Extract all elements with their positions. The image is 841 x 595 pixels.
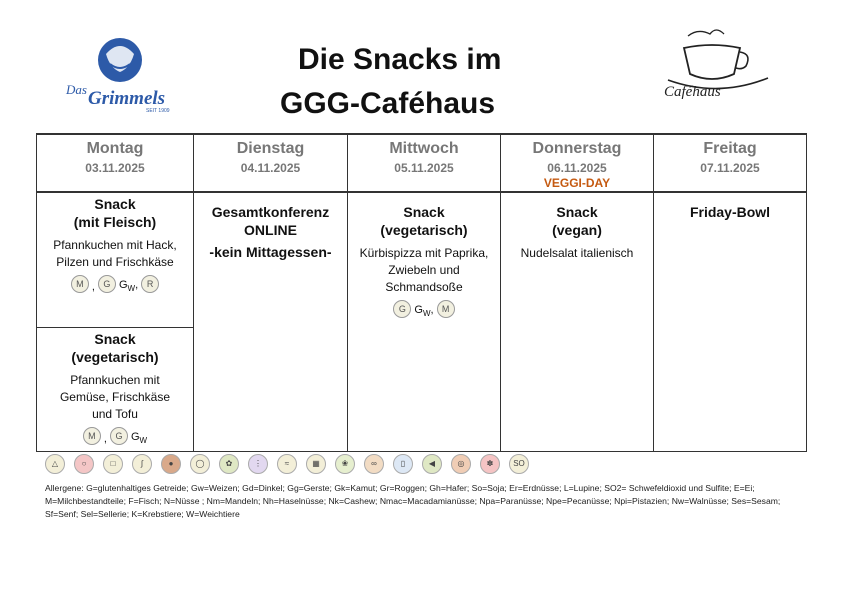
header-wednesday (348, 134, 501, 192)
day-name: Donnerstag (532, 140, 622, 157)
header-thursday (501, 134, 654, 192)
peanut-icon: ∞ (364, 454, 384, 474)
allergen-list (348, 300, 500, 318)
cafehaus-logo (658, 26, 770, 104)
snack-title: Friday-Bowl (689, 204, 771, 220)
snack-description: Nudelsalat italienisch (520, 246, 634, 260)
monday-snack-meat (37, 195, 193, 328)
tuesday-cell (194, 192, 348, 452)
day-name: Montag (86, 140, 144, 157)
allergen-subscript: W (422, 309, 431, 318)
wheat-icon: ∫ (132, 454, 152, 474)
day-date: 05.11.2025 (394, 161, 454, 175)
allergen-subscript: W (127, 284, 136, 293)
separator: , (430, 303, 434, 316)
header-monday (37, 134, 194, 192)
allergen-list (37, 275, 193, 293)
snack-description: Pfannkuchen mit Gemüse, Frischkäse und Tofu (59, 373, 171, 421)
monday-cell (37, 192, 194, 452)
nut-icon: ● (161, 454, 181, 474)
cow-icon: □ (103, 454, 123, 474)
snack-description: Pfannkuchen mit Hack, Pilzen und Frischkäse (53, 238, 177, 269)
milk-icon: M (71, 275, 89, 293)
snack-description: Kürbispizza mit Paprika, Zwiebeln und Schmandsoße (359, 246, 489, 294)
crab-icon: ✽ (480, 454, 500, 474)
milk-icon: ▯ (393, 454, 413, 474)
milk-icon: M (437, 300, 455, 318)
no-lunch-note: -kein Mittagessen- (209, 244, 332, 260)
header-friday (654, 134, 807, 192)
allergen-letter: G (118, 278, 128, 291)
cow-icon: R (141, 275, 159, 293)
allergen-list (37, 427, 193, 445)
wheat-icon: G (98, 275, 116, 293)
wednesday-cell (348, 192, 501, 452)
allergen-code (131, 431, 147, 445)
snack-title: Snack (556, 204, 598, 220)
veggi-day-badge: VEGGI-DAY (543, 176, 611, 190)
event-subtitle: ONLINE (244, 222, 297, 238)
allergen-legend: Allergene: G=glutenhaltiges Getreide; Gw=Weizen; Gd=Dinkel; Gg=Gerste; Gk=Kamut; Gr=Roggen; Gh=Hafer; So=Soja; Er=Erdnüsse; L=Lupine; SO2= Schwefeldioxid und Sulfite; E=Ei; M=Milchbestandteile; F=Fisch; N=Nüsse ; Nm=Mandeln; Nh=Haselnüsse; Nk=Cashew; Nmac=Macadamianüsse; Npa=Paranüsse; Npe=Pecanüsse; Npi=Pistazien; Nw=Walnüsse; Ses=Sesam; Sf=Senf; Sel=Sellerie; K=Krebstiere; W=Weichtiere (45, 483, 781, 519)
friday-cell (654, 192, 807, 452)
day-name: Freitag (703, 140, 757, 157)
svg-text:Das: Das (66, 82, 87, 97)
menu-table (36, 133, 807, 452)
soy-icon: SO (509, 454, 529, 474)
separator: , (91, 281, 95, 293)
day-name: Dienstag (236, 140, 305, 157)
grimmels-logo (62, 34, 174, 114)
allergen-icon-row (45, 454, 529, 474)
snack-subtitle: (vegan) (552, 222, 602, 238)
logo-left-text: Grimmels (88, 88, 166, 109)
snack-title: Snack (94, 331, 136, 347)
allergen-code (414, 304, 433, 318)
lupin-icon: ❀ (335, 454, 355, 474)
allergen-subscript: W (139, 436, 148, 445)
snack-subtitle: (vegetarisch) (71, 349, 159, 365)
day-date: 06.11.2025 (547, 161, 607, 175)
wheat-icon: G (393, 300, 411, 318)
snack-title: Snack (94, 196, 136, 212)
sesame-icon: ⋮ (248, 454, 268, 474)
leaf-icon: ✿ (219, 454, 239, 474)
celery-icon: ▦ (306, 454, 326, 474)
snack-title: Snack (403, 204, 445, 220)
snack-subtitle: (vegetarisch) (380, 222, 468, 238)
separator: , (103, 433, 107, 445)
fish-icon: ◀ (422, 454, 442, 474)
milk-icon: M (83, 427, 101, 445)
title-line-2: GGG-Caféhaus (280, 87, 496, 120)
chicken-icon: △ (45, 454, 65, 474)
monday-snack-veg (37, 330, 193, 445)
svg-text:SEIT 1909: SEIT 1909 (146, 108, 170, 114)
title-line-1: Die Snacks im (298, 43, 502, 76)
snack-subtitle: (mit Fleisch) (73, 214, 157, 230)
header-tuesday (194, 134, 348, 192)
mustard-icon: ≈ (277, 454, 297, 474)
pig-icon: ○ (74, 454, 94, 474)
svg-text:Caféhaus: Caféhaus (664, 84, 721, 100)
allergen-letter: G (130, 430, 140, 443)
egg-icon: ◯ (190, 454, 210, 474)
mollusc-icon: ◎ (451, 454, 471, 474)
day-date: 07.11.2025 (700, 161, 760, 175)
day-name: Mittwoch (389, 140, 459, 157)
day-date: 03.11.2025 (85, 161, 145, 175)
allergen-code: $G_W$, (118, 278, 139, 293)
page-title (280, 38, 580, 126)
event-title: Gesamtkonferenz (211, 204, 330, 220)
wheat-icon: G (110, 427, 128, 445)
allergen-letter: G (414, 303, 423, 316)
day-date: 04.11.2025 (240, 161, 301, 175)
thursday-cell (501, 192, 654, 452)
